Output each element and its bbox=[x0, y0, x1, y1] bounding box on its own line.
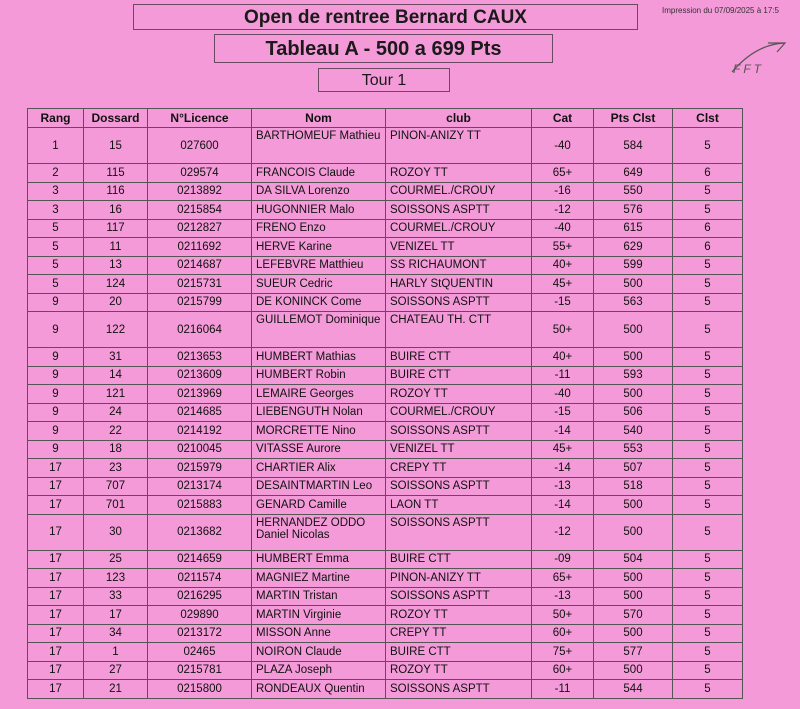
ranking-class-cell: 5 bbox=[673, 201, 743, 220]
ranking-class-cell: 5 bbox=[673, 624, 743, 643]
table-row bbox=[28, 624, 743, 643]
table-row bbox=[28, 275, 743, 294]
ranking-class-cell: 5 bbox=[673, 275, 743, 294]
category-cell: 40+ bbox=[532, 348, 594, 367]
name-cell: DESAINTMARTIN Leo bbox=[252, 477, 386, 496]
ranking-class-cell: 5 bbox=[673, 514, 743, 550]
points-cell: 500 bbox=[594, 385, 673, 404]
rank-cell: 5 bbox=[28, 219, 84, 238]
club-cell: ROZOY TT bbox=[386, 385, 532, 404]
table-row bbox=[28, 293, 743, 312]
rank-cell: 17 bbox=[28, 606, 84, 625]
points-cell: 577 bbox=[594, 643, 673, 662]
rank-cell: 9 bbox=[28, 422, 84, 441]
ranking-class-cell: 6 bbox=[673, 164, 743, 183]
rank-cell: 5 bbox=[28, 275, 84, 294]
bib-cell: 34 bbox=[84, 624, 148, 643]
licence-cell: 0213653 bbox=[148, 348, 252, 367]
category-cell: 65+ bbox=[532, 164, 594, 183]
column-header: Rang bbox=[28, 109, 84, 128]
table-row bbox=[28, 201, 743, 220]
rank-cell: 17 bbox=[28, 643, 84, 662]
points-cell: 593 bbox=[594, 366, 673, 385]
name-cell: MORCRETTE Nino bbox=[252, 422, 386, 441]
name-cell: HUMBERT Robin bbox=[252, 366, 386, 385]
club-cell: BUIRE CTT bbox=[386, 550, 532, 569]
table-row bbox=[28, 514, 743, 550]
points-cell: 649 bbox=[594, 164, 673, 183]
fft-logo-icon bbox=[728, 40, 788, 76]
points-cell: 550 bbox=[594, 182, 673, 201]
column-header: Dossard bbox=[84, 109, 148, 128]
club-cell: BUIRE CTT bbox=[386, 366, 532, 385]
points-cell: 506 bbox=[594, 403, 673, 422]
table-row bbox=[28, 164, 743, 183]
ranking-class-cell: 5 bbox=[673, 606, 743, 625]
ranking-class-cell: 5 bbox=[673, 569, 743, 588]
points-cell: 500 bbox=[594, 312, 673, 348]
category-cell: -14 bbox=[532, 422, 594, 441]
points-cell: 500 bbox=[594, 514, 673, 550]
bib-cell: 25 bbox=[84, 550, 148, 569]
category-cell: -11 bbox=[532, 366, 594, 385]
name-cell: DE KONINCK Come bbox=[252, 293, 386, 312]
rank-cell: 3 bbox=[28, 201, 84, 220]
category-cell: 65+ bbox=[532, 569, 594, 588]
rank-cell: 17 bbox=[28, 587, 84, 606]
points-cell: 615 bbox=[594, 219, 673, 238]
name-cell: HERNANDEZ ODDO Daniel Nicolas bbox=[252, 514, 386, 550]
table-row bbox=[28, 422, 743, 441]
table-row bbox=[28, 496, 743, 515]
bib-cell: 27 bbox=[84, 661, 148, 680]
table-row bbox=[28, 256, 743, 275]
licence-cell: 0214192 bbox=[148, 422, 252, 441]
licence-cell: 0213682 bbox=[148, 514, 252, 550]
bib-cell: 18 bbox=[84, 440, 148, 459]
category-cell: 60+ bbox=[532, 661, 594, 680]
table-row bbox=[28, 606, 743, 625]
points-cell: 540 bbox=[594, 422, 673, 441]
column-header: club bbox=[386, 109, 532, 128]
bib-cell: 16 bbox=[84, 201, 148, 220]
name-cell: PLAZA Joseph bbox=[252, 661, 386, 680]
table-row bbox=[28, 348, 743, 367]
licence-cell: 0214659 bbox=[148, 550, 252, 569]
name-cell: MISSON Anne bbox=[252, 624, 386, 643]
rank-cell: 9 bbox=[28, 385, 84, 404]
table-row bbox=[28, 128, 743, 164]
club-cell: SOISSONS ASPTT bbox=[386, 201, 532, 220]
name-cell: HERVE Karine bbox=[252, 238, 386, 257]
rank-cell: 5 bbox=[28, 238, 84, 257]
rank-cell: 9 bbox=[28, 403, 84, 422]
table-row bbox=[28, 366, 743, 385]
rank-cell: 17 bbox=[28, 661, 84, 680]
licence-cell: 0215800 bbox=[148, 680, 252, 699]
club-cell: ROZOY TT bbox=[386, 606, 532, 625]
licence-cell: 0214685 bbox=[148, 403, 252, 422]
category-cell: -40 bbox=[532, 219, 594, 238]
category-cell: -14 bbox=[532, 496, 594, 515]
licence-cell: 029574 bbox=[148, 164, 252, 183]
name-cell: CHARTIER Alix bbox=[252, 459, 386, 478]
bib-cell: 11 bbox=[84, 238, 148, 257]
ranking-class-cell: 5 bbox=[673, 293, 743, 312]
licence-cell: 0214687 bbox=[148, 256, 252, 275]
points-cell: 500 bbox=[594, 661, 673, 680]
name-cell: SUEUR Cedric bbox=[252, 275, 386, 294]
bib-cell: 116 bbox=[84, 182, 148, 201]
club-cell: COURMEL./CROUY bbox=[386, 182, 532, 201]
ranking-class-cell: 5 bbox=[673, 312, 743, 348]
rank-cell: 17 bbox=[28, 624, 84, 643]
rank-cell: 17 bbox=[28, 680, 84, 699]
bib-cell: 31 bbox=[84, 348, 148, 367]
table-row bbox=[28, 569, 743, 588]
name-cell: HUMBERT Mathias bbox=[252, 348, 386, 367]
column-header: N°Licence bbox=[148, 109, 252, 128]
name-cell: HUMBERT Emma bbox=[252, 550, 386, 569]
name-cell: MAGNIEZ Martine bbox=[252, 569, 386, 588]
licence-cell: 0210045 bbox=[148, 440, 252, 459]
club-cell: ROZOY TT bbox=[386, 661, 532, 680]
bib-cell: 30 bbox=[84, 514, 148, 550]
rank-cell: 17 bbox=[28, 514, 84, 550]
category-cell: 50+ bbox=[532, 606, 594, 625]
category-cell: 45+ bbox=[532, 440, 594, 459]
name-cell: LEFEBVRE Matthieu bbox=[252, 256, 386, 275]
points-cell: 500 bbox=[594, 569, 673, 588]
ranking-class-cell: 5 bbox=[673, 422, 743, 441]
table-row bbox=[28, 459, 743, 478]
licence-cell: 0215854 bbox=[148, 201, 252, 220]
points-cell: 500 bbox=[594, 587, 673, 606]
name-cell: LEMAIRE Georges bbox=[252, 385, 386, 404]
bib-cell: 13 bbox=[84, 256, 148, 275]
club-cell: SOISSONS ASPTT bbox=[386, 293, 532, 312]
category-cell: -40 bbox=[532, 385, 594, 404]
print-timestamp: Impression du 07/09/2025 à 17:5 bbox=[662, 6, 779, 15]
table-header-row bbox=[28, 109, 743, 128]
name-cell: FRENO Enzo bbox=[252, 219, 386, 238]
points-cell: 500 bbox=[594, 624, 673, 643]
licence-cell: 027600 bbox=[148, 128, 252, 164]
rank-cell: 2 bbox=[28, 164, 84, 183]
club-cell: COURMEL./CROUY bbox=[386, 219, 532, 238]
event-title: Open de rentree Bernard CAUX bbox=[133, 4, 638, 30]
round-title: Tour 1 bbox=[318, 68, 450, 92]
points-cell: 629 bbox=[594, 238, 673, 257]
ranking-class-cell: 5 bbox=[673, 348, 743, 367]
bib-cell: 20 bbox=[84, 293, 148, 312]
rank-cell: 9 bbox=[28, 366, 84, 385]
category-cell: -09 bbox=[532, 550, 594, 569]
club-cell: SOISSONS ASPTT bbox=[386, 680, 532, 699]
category-cell: -14 bbox=[532, 459, 594, 478]
bib-cell: 22 bbox=[84, 422, 148, 441]
category-cell: 40+ bbox=[532, 256, 594, 275]
name-cell: FRANCOIS Claude bbox=[252, 164, 386, 183]
ranking-class-cell: 5 bbox=[673, 661, 743, 680]
bib-cell: 121 bbox=[84, 385, 148, 404]
category-cell: -12 bbox=[532, 514, 594, 550]
points-cell: 599 bbox=[594, 256, 673, 275]
licence-cell: 02465 bbox=[148, 643, 252, 662]
column-header: Clst bbox=[673, 109, 743, 128]
category-cell: 50+ bbox=[532, 312, 594, 348]
licence-cell: 0215731 bbox=[148, 275, 252, 294]
club-cell: SOISSONS ASPTT bbox=[386, 514, 532, 550]
results-table bbox=[27, 108, 743, 699]
points-cell: 500 bbox=[594, 348, 673, 367]
ranking-class-cell: 5 bbox=[673, 587, 743, 606]
bib-cell: 117 bbox=[84, 219, 148, 238]
table-row bbox=[28, 238, 743, 257]
club-cell: VENIZEL TT bbox=[386, 440, 532, 459]
club-cell: CREPY TT bbox=[386, 459, 532, 478]
rank-cell: 17 bbox=[28, 459, 84, 478]
licence-cell: 0216064 bbox=[148, 312, 252, 348]
category-cell: 75+ bbox=[532, 643, 594, 662]
points-cell: 553 bbox=[594, 440, 673, 459]
points-cell: 563 bbox=[594, 293, 673, 312]
ranking-class-cell: 5 bbox=[673, 680, 743, 699]
club-cell: SOISSONS ASPTT bbox=[386, 477, 532, 496]
ranking-class-cell: 5 bbox=[673, 440, 743, 459]
points-cell: 507 bbox=[594, 459, 673, 478]
table-row bbox=[28, 403, 743, 422]
name-cell: BARTHOMEUF Mathieu bbox=[252, 128, 386, 164]
bib-cell: 115 bbox=[84, 164, 148, 183]
name-cell: GUILLEMOT Dominique bbox=[252, 312, 386, 348]
licence-cell: 0213172 bbox=[148, 624, 252, 643]
club-cell: ROZOY TT bbox=[386, 164, 532, 183]
rank-cell: 9 bbox=[28, 440, 84, 459]
ranking-class-cell: 5 bbox=[673, 385, 743, 404]
bib-cell: 124 bbox=[84, 275, 148, 294]
licence-cell: 029890 bbox=[148, 606, 252, 625]
ranking-class-cell: 5 bbox=[673, 477, 743, 496]
licence-cell: 0215781 bbox=[148, 661, 252, 680]
bib-cell: 701 bbox=[84, 496, 148, 515]
rank-cell: 9 bbox=[28, 293, 84, 312]
name-cell: LIEBENGUTH Nolan bbox=[252, 403, 386, 422]
table-row bbox=[28, 661, 743, 680]
licence-cell: 0211574 bbox=[148, 569, 252, 588]
licence-cell: 0212827 bbox=[148, 219, 252, 238]
table-row bbox=[28, 643, 743, 662]
name-cell: RONDEAUX Quentin bbox=[252, 680, 386, 699]
rank-cell: 17 bbox=[28, 496, 84, 515]
ranking-class-cell: 5 bbox=[673, 256, 743, 275]
table-row bbox=[28, 219, 743, 238]
bib-cell: 707 bbox=[84, 477, 148, 496]
licence-cell: 0211692 bbox=[148, 238, 252, 257]
category-cell: 55+ bbox=[532, 238, 594, 257]
name-cell: HUGONNIER Malo bbox=[252, 201, 386, 220]
category-cell: -40 bbox=[532, 128, 594, 164]
licence-cell: 0213609 bbox=[148, 366, 252, 385]
ranking-class-cell: 5 bbox=[673, 403, 743, 422]
club-cell: BUIRE CTT bbox=[386, 643, 532, 662]
logo-text: FFT bbox=[733, 62, 764, 76]
club-cell: HARLY StQUENTIN bbox=[386, 275, 532, 294]
rank-cell: 9 bbox=[28, 312, 84, 348]
ranking-class-cell: 5 bbox=[673, 550, 743, 569]
bib-cell: 21 bbox=[84, 680, 148, 699]
points-cell: 504 bbox=[594, 550, 673, 569]
rank-cell: 5 bbox=[28, 256, 84, 275]
club-cell: CREPY TT bbox=[386, 624, 532, 643]
bib-cell: 15 bbox=[84, 128, 148, 164]
name-cell: GENARD Camille bbox=[252, 496, 386, 515]
ranking-class-cell: 5 bbox=[673, 182, 743, 201]
ranking-class-cell: 5 bbox=[673, 459, 743, 478]
club-cell: SOISSONS ASPTT bbox=[386, 587, 532, 606]
club-cell: CHATEAU TH. CTT bbox=[386, 312, 532, 348]
bib-cell: 33 bbox=[84, 587, 148, 606]
bib-cell: 17 bbox=[84, 606, 148, 625]
category-cell: -13 bbox=[532, 477, 594, 496]
table-row bbox=[28, 182, 743, 201]
club-cell: LAON TT bbox=[386, 496, 532, 515]
rank-cell: 1 bbox=[28, 128, 84, 164]
table-row bbox=[28, 312, 743, 348]
rank-cell: 17 bbox=[28, 550, 84, 569]
category-cell: -15 bbox=[532, 293, 594, 312]
points-cell: 570 bbox=[594, 606, 673, 625]
category-cell: -12 bbox=[532, 201, 594, 220]
name-cell: NOIRON Claude bbox=[252, 643, 386, 662]
table-row bbox=[28, 440, 743, 459]
rank-cell: 17 bbox=[28, 569, 84, 588]
category-cell: -16 bbox=[532, 182, 594, 201]
licence-cell: 0213892 bbox=[148, 182, 252, 201]
licence-cell: 0216295 bbox=[148, 587, 252, 606]
table-row bbox=[28, 385, 743, 404]
table-row bbox=[28, 680, 743, 699]
points-cell: 500 bbox=[594, 275, 673, 294]
name-cell: MARTIN Virginie bbox=[252, 606, 386, 625]
club-cell: BUIRE CTT bbox=[386, 348, 532, 367]
points-cell: 544 bbox=[594, 680, 673, 699]
ranking-class-cell: 6 bbox=[673, 219, 743, 238]
licence-cell: 0215799 bbox=[148, 293, 252, 312]
licence-cell: 0213174 bbox=[148, 477, 252, 496]
ranking-class-cell: 5 bbox=[673, 366, 743, 385]
points-cell: 518 bbox=[594, 477, 673, 496]
rank-cell: 3 bbox=[28, 182, 84, 201]
bib-cell: 122 bbox=[84, 312, 148, 348]
club-cell: PINON-ANIZY TT bbox=[386, 569, 532, 588]
licence-cell: 0215979 bbox=[148, 459, 252, 478]
club-cell: PINON-ANIZY TT bbox=[386, 128, 532, 164]
licence-cell: 0215883 bbox=[148, 496, 252, 515]
bib-cell: 123 bbox=[84, 569, 148, 588]
category-cell: -15 bbox=[532, 403, 594, 422]
club-cell: VENIZEL TT bbox=[386, 238, 532, 257]
name-cell: DA SILVA Lorenzo bbox=[252, 182, 386, 201]
table-row bbox=[28, 477, 743, 496]
name-cell: VITASSE Aurore bbox=[252, 440, 386, 459]
club-cell: SOISSONS ASPTT bbox=[386, 422, 532, 441]
column-header: Cat bbox=[532, 109, 594, 128]
bib-cell: 24 bbox=[84, 403, 148, 422]
ranking-class-cell: 5 bbox=[673, 643, 743, 662]
bib-cell: 1 bbox=[84, 643, 148, 662]
category-cell: 60+ bbox=[532, 624, 594, 643]
table-row bbox=[28, 550, 743, 569]
club-cell: COURMEL./CROUY bbox=[386, 403, 532, 422]
column-header: Pts Clst bbox=[594, 109, 673, 128]
rank-cell: 17 bbox=[28, 477, 84, 496]
ranking-class-cell: 5 bbox=[673, 128, 743, 164]
category-cell: -11 bbox=[532, 680, 594, 699]
points-cell: 576 bbox=[594, 201, 673, 220]
licence-cell: 0213969 bbox=[148, 385, 252, 404]
points-cell: 500 bbox=[594, 496, 673, 515]
name-cell: MARTIN Tristan bbox=[252, 587, 386, 606]
bib-cell: 23 bbox=[84, 459, 148, 478]
rank-cell: 9 bbox=[28, 348, 84, 367]
club-cell: SS RICHAUMONT bbox=[386, 256, 532, 275]
category-cell: -13 bbox=[532, 587, 594, 606]
table-row bbox=[28, 587, 743, 606]
table-title: Tableau A - 500 a 699 Pts bbox=[214, 34, 553, 63]
ranking-class-cell: 5 bbox=[673, 496, 743, 515]
points-cell: 584 bbox=[594, 128, 673, 164]
column-header: Nom bbox=[252, 109, 386, 128]
ranking-class-cell: 6 bbox=[673, 238, 743, 257]
category-cell: 45+ bbox=[532, 275, 594, 294]
bib-cell: 14 bbox=[84, 366, 148, 385]
